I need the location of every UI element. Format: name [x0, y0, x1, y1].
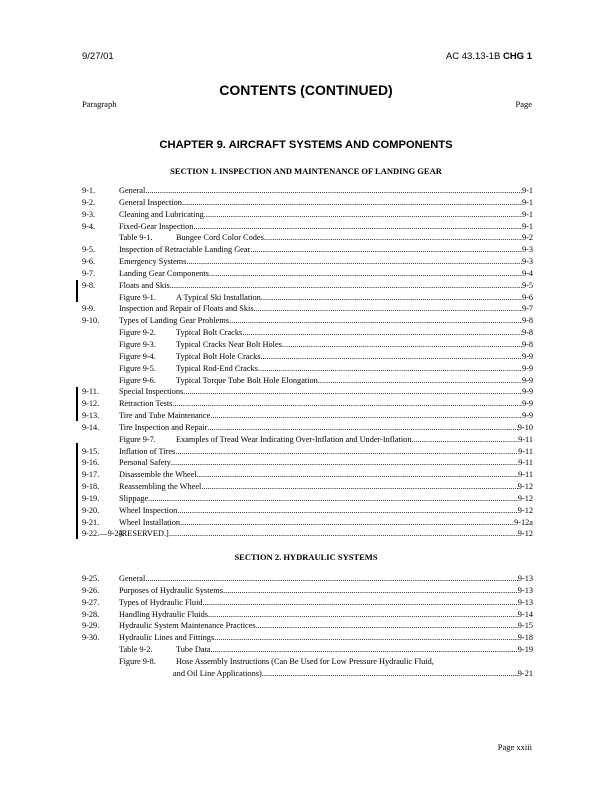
leader-dots — [223, 585, 518, 597]
toc-page-number: 9-9 — [521, 375, 533, 385]
toc-entry-title: Typical Bolt Cracks — [176, 328, 243, 338]
toc-entry — [82, 209, 533, 221]
toc-paragraph-number: 9-18. — [82, 482, 100, 492]
toc-entry — [82, 221, 533, 233]
toc-entry — [82, 481, 533, 493]
leader-dots — [171, 457, 518, 469]
toc-entry — [82, 327, 533, 339]
toc-figure-label: Figure 9-8. — [119, 656, 156, 666]
toc-entry — [82, 303, 533, 315]
toc-page-number: 9-11 — [518, 434, 533, 444]
toc-entry — [82, 185, 533, 197]
header-date: 9/27/01 — [82, 51, 114, 62]
header-doc-id — [446, 51, 532, 62]
column-head-paragraph: Paragraph — [82, 99, 117, 109]
toc-page-number: 9-15 — [517, 621, 533, 631]
page-number: Page xxiii — [497, 742, 532, 752]
toc-page-number: 9-9 — [521, 351, 533, 361]
page-title: CONTENTS (CONTINUED) — [219, 82, 393, 98]
toc-entry-title: Typical Cracks Near Bolt Holes — [176, 339, 282, 349]
leader-dots — [170, 280, 522, 292]
toc-page-number: 9-9 — [521, 399, 533, 409]
leader-dots — [260, 351, 521, 363]
toc-figure-label: Figure 9-2. — [119, 328, 156, 338]
toc-figure-label: Figure 9-3. — [119, 339, 156, 349]
toc-page-number: 9-1 — [521, 186, 533, 195]
change-number: CHG 1 — [502, 51, 532, 62]
toc-entry — [82, 410, 533, 422]
toc-entry-title: Typical Torque Tube Bolt Hole Elongation — [176, 375, 318, 385]
toc-entry-title: Hose Assembly Instructions (Can Be Used for Low Pressure Hydraulic Fluid, — [176, 656, 434, 666]
toc-figure-label: Figure 9-6. — [119, 375, 156, 385]
toc-entry-title: Tire and Tube Maintenance — [119, 411, 211, 421]
leader-dots — [148, 493, 518, 505]
leader-dots — [250, 244, 522, 256]
doc-id: AC 43.13-1B — [445, 51, 501, 62]
toc-entry-title: General — [119, 186, 146, 195]
toc-entry — [82, 375, 533, 387]
toc-entry — [82, 422, 533, 434]
toc-paragraph-number: 9-25. — [82, 574, 100, 583]
toc-paragraph-number: 9-27. — [82, 597, 100, 607]
toc-page-number: 9-12 — [517, 493, 533, 503]
toc-page-number: 9-13 — [517, 585, 533, 595]
toc-paragraph-number: 9-28. — [82, 609, 100, 619]
toc-entry-title: Inspection and Repair of Floats and Skis — [119, 304, 254, 314]
toc-page-number: 9-1 — [521, 209, 533, 219]
section-2-toc — [82, 573, 533, 680]
toc-entry-title: Wheel Inspection — [119, 505, 178, 515]
toc-entry-title: Personal Safety — [119, 458, 171, 468]
toc-entry — [82, 197, 533, 209]
toc-page-number: 9-8 — [521, 339, 533, 349]
toc-paragraph-number: 9-2. — [82, 197, 96, 207]
toc-entry-title: Typical Rod-End Cracks — [176, 363, 258, 373]
toc-page-number: 9-8 — [521, 316, 533, 326]
toc-page-number: 9-5 — [521, 280, 533, 290]
toc-paragraph-number: 9-17. — [82, 470, 100, 480]
leader-dots — [201, 481, 517, 493]
leader-dots — [172, 398, 522, 410]
toc-entry-title: Typical Bolt Hole Cracks — [176, 351, 261, 361]
toc-entry — [82, 446, 533, 458]
toc-page-number: 9-14 — [517, 609, 533, 619]
toc-paragraph-number: 9-5. — [82, 245, 96, 255]
leader-dots — [203, 597, 518, 609]
toc-page-number: 9-13 — [517, 597, 533, 607]
leader-dots — [180, 517, 514, 529]
toc-paragraph-number: 9-19. — [82, 493, 100, 503]
toc-entry — [82, 398, 533, 410]
toc-entry-title: Types of Hydraulic Fluid — [119, 597, 203, 607]
toc-entry-title: Inflation of Tires — [119, 446, 176, 456]
toc-entry-title: Reassembling the Wheel — [119, 482, 202, 492]
toc-entry-title: and Oil Line Applications) — [173, 668, 262, 678]
toc-entry-title: Types of Landing Gear Problems — [119, 316, 230, 326]
toc-figure-label: Figure 9-1. — [119, 292, 156, 302]
leader-dots — [186, 256, 522, 268]
leader-dots — [258, 363, 522, 375]
toc-page-number: 9-2 — [521, 233, 533, 243]
toc-entry-title: Purposes of Hydraulic Systems — [119, 585, 223, 595]
toc-paragraph-number: 9-10. — [82, 316, 100, 326]
toc-entry-title: Emergency Systems — [119, 257, 187, 267]
leader-dots — [182, 197, 522, 209]
toc-page-number: 9-4 — [521, 268, 533, 278]
toc-page-number: 9-1 — [521, 221, 533, 231]
leader-dots — [262, 668, 518, 680]
toc-page-number: 9-18 — [517, 633, 533, 643]
toc-entry — [82, 469, 533, 481]
toc-page-number: 9-11 — [518, 458, 533, 468]
toc-entry — [82, 244, 533, 256]
toc-entry-title: Wheel Installation — [119, 517, 181, 527]
toc-entry-title: Hydraulic System Maintenance Practices — [119, 621, 256, 631]
leader-dots — [411, 434, 518, 446]
toc-entry — [82, 457, 533, 469]
toc-page-number: 9-12 — [517, 505, 533, 515]
toc-entry — [82, 351, 533, 363]
toc-page-number: 9-19 — [517, 645, 533, 655]
toc-paragraph-number: 9-15. — [82, 446, 100, 456]
toc-entry-title: Fixed-Gear Inspection — [119, 221, 194, 231]
leader-dots — [207, 422, 517, 434]
toc-entry — [82, 493, 533, 505]
toc-entry-title: Examples of Tread Wear Indicating Over-Inflation and Under-Inflation — [176, 434, 412, 444]
toc-entry — [82, 668, 533, 680]
change-bar — [76, 280, 78, 302]
toc-paragraph-number: 9-3. — [82, 209, 96, 219]
toc-entry — [82, 656, 533, 668]
toc-paragraph-number: 9-30. — [82, 633, 100, 643]
toc-entry — [82, 268, 533, 280]
toc-page-number: 9-12 — [517, 529, 533, 539]
toc-page-number: 9-10 — [517, 422, 533, 432]
toc-entry — [82, 517, 533, 529]
toc-entry-title: Floats and Skis — [119, 280, 170, 290]
toc-entry — [82, 434, 533, 446]
toc-paragraph-number: 9-22.—9-24. — [82, 529, 125, 539]
toc-entry-title: Bungee Cord Color Codes — [176, 233, 264, 243]
toc-entry — [82, 644, 533, 656]
leader-dots — [177, 505, 517, 517]
toc-entry-title: Inspection of Retractable Landing Gear — [119, 245, 251, 255]
toc-page-number: 9-21 — [517, 668, 533, 678]
toc-entry-title: Hydraulic Lines and Fittings — [119, 633, 215, 643]
toc-entry — [82, 505, 533, 517]
change-bar — [76, 443, 78, 539]
toc-entry — [82, 315, 533, 327]
toc-entry — [82, 620, 533, 632]
leader-dots — [197, 469, 518, 481]
toc-paragraph-number: 9-26. — [82, 585, 100, 595]
toc-page-number: 9-13 — [517, 574, 533, 583]
toc-entry-title: A Typical Ski Installation — [176, 292, 261, 302]
toc-figure-label: Table 9-1. — [119, 233, 153, 243]
leader-dots — [256, 620, 518, 632]
toc-paragraph-number: 9-13. — [82, 411, 100, 421]
toc-entry-title: [RESERVED.] — [119, 529, 169, 539]
toc-paragraph-number: 9-8. — [82, 280, 96, 290]
toc-paragraph-number: 9-12. — [82, 399, 100, 409]
toc-entry-title: Slippage — [119, 493, 149, 503]
toc-entry-title: Special Inspections — [119, 387, 184, 397]
toc-paragraph-number: 9-4. — [82, 221, 96, 231]
leader-dots — [261, 292, 522, 304]
leader-dots — [211, 644, 518, 656]
toc-entry-title: Retraction Tests — [119, 399, 173, 409]
toc-entry-title: Tube Data — [176, 645, 211, 655]
toc-paragraph-number: 9-14. — [82, 422, 100, 432]
section-1-toc — [82, 185, 533, 540]
toc-figure-label: Figure 9-7. — [119, 434, 156, 444]
toc-figure-label: Table 9-2. — [119, 645, 153, 655]
toc-paragraph-number: 9-21. — [82, 517, 100, 527]
toc-paragraph-number: 9-20. — [82, 505, 100, 515]
toc-paragraph-number: 9-7. — [82, 268, 96, 278]
toc-entry-title: Landing Gear Components — [119, 268, 209, 278]
toc-entry — [82, 609, 533, 621]
toc-page-number: 9-11 — [518, 470, 533, 480]
leader-dots — [193, 221, 522, 233]
toc-entry — [82, 363, 533, 375]
toc-entry-title: Handling Hydraulic Fluids — [119, 609, 208, 619]
toc-paragraph-number: 9-6. — [82, 257, 96, 267]
toc-entry-title: General — [119, 574, 146, 583]
toc-entry-title: Disassemble the Wheel — [119, 470, 197, 480]
change-bar — [76, 387, 78, 421]
leader-dots — [208, 609, 518, 621]
leader-dots — [214, 632, 518, 644]
toc-entry — [82, 339, 533, 351]
toc-entry — [82, 632, 533, 644]
toc-figure-label: Figure 9-5. — [119, 363, 156, 373]
leader-dots — [169, 528, 518, 540]
toc-paragraph-number: 9-29. — [82, 621, 100, 631]
toc-page-number: 9-3 — [521, 257, 533, 267]
toc-page-number: 9-9 — [521, 387, 533, 397]
toc-paragraph-number: 9-1. — [82, 186, 96, 195]
leader-dots — [210, 410, 522, 422]
chapter-title: CHAPTER 9. AIRCRAFT SYSTEMS AND COMPONENTS — [159, 139, 453, 151]
leader-dots — [204, 209, 522, 221]
leader-dots — [209, 268, 522, 280]
leader-dots — [254, 303, 522, 315]
leader-dots — [242, 327, 522, 339]
toc-page-number: 9-12 — [517, 482, 533, 492]
leader-dots — [282, 339, 522, 351]
toc-page-number: 9-11 — [518, 446, 533, 456]
toc-entry-title: Tire Inspection and Repair — [119, 422, 208, 432]
toc-page-number: 9-1 — [521, 197, 533, 207]
section-2-title: SECTION 2. HYDRAULIC SYSTEMS — [234, 552, 378, 562]
leader-dots — [229, 315, 522, 327]
toc-entry-title: Cleaning and Lubricating — [119, 209, 204, 219]
column-head-page: Page — [515, 99, 532, 109]
toc-entry — [82, 280, 533, 292]
toc-entry — [82, 528, 533, 540]
leader-dots — [318, 375, 522, 387]
leader-dots — [183, 386, 522, 398]
toc-entry — [82, 585, 533, 597]
toc-page-number: 9-12a — [514, 517, 533, 527]
toc-paragraph-number: 9-11. — [82, 387, 99, 397]
toc-page-number: 9-6 — [521, 292, 533, 302]
toc-figure-label: Figure 9-4. — [119, 351, 156, 361]
toc-page-number: 9-7 — [521, 304, 533, 314]
toc-page-number: 9-8 — [521, 328, 533, 338]
toc-page-number: 9-9 — [521, 363, 533, 373]
leader-dots — [175, 446, 518, 458]
toc-paragraph-number: 9-9. — [82, 304, 96, 314]
toc-paragraph-number: 9-16. — [82, 458, 100, 468]
toc-entry — [82, 256, 533, 268]
toc-entry — [82, 386, 533, 398]
leader-dots — [145, 573, 518, 585]
toc-entry-title: General Inspection — [119, 197, 182, 207]
leader-dots — [145, 185, 522, 197]
toc-page-number: 9-9 — [521, 411, 533, 421]
leader-dots — [264, 232, 522, 244]
toc-page-number: 9-3 — [521, 245, 533, 255]
toc-entry — [82, 597, 533, 609]
toc-entry — [82, 232, 533, 244]
toc-entry — [82, 292, 533, 304]
toc-entry — [82, 573, 533, 585]
section-1-title: SECTION 1. INSPECTION AND MAINTENANCE OF LANDING GEAR — [170, 166, 442, 176]
